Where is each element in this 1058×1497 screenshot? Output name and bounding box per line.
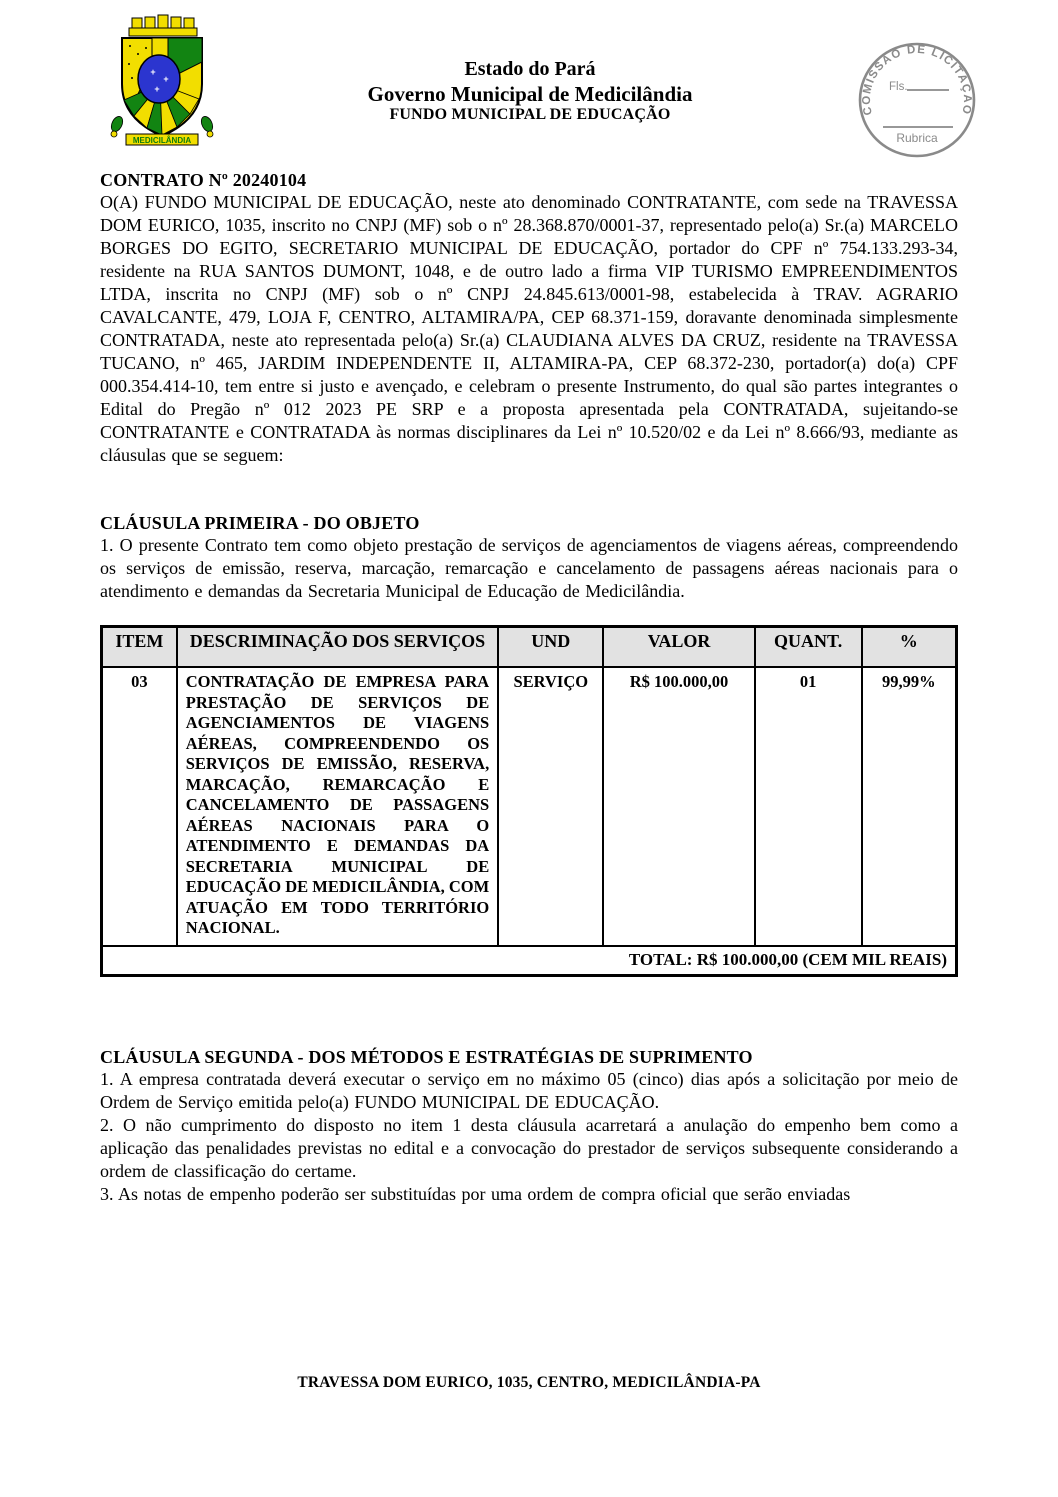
table-header-quant: QUANT. — [755, 627, 862, 668]
table-header-row — [102, 627, 957, 668]
services-table — [100, 625, 958, 977]
cell-quant: 01 — [755, 667, 862, 946]
document-body — [100, 170, 958, 1206]
footer-address: TRAVESSA DOM EURICO, 1035, CENTRO, MEDICILÂNDIA-PA — [297, 1374, 761, 1391]
cell-und: SERVIÇO — [498, 667, 603, 946]
stamp-fls-label: Fls. — [889, 81, 908, 93]
stamp-rubrica-label: Rubrica — [896, 131, 938, 145]
table-header-valor: VALOR — [603, 627, 754, 668]
svg-text:+: + — [163, 74, 169, 84]
clause2-paragraph-1: 1. A empresa contratada deverá executar o serviço em no máximo 05 (cinco) dias após a solicitação por meio de Ordem de Serviço emitida pelo(a) FUNDO MUNICIPAL DE EDUCAÇÃO. — [100, 1068, 958, 1112]
svg-text:+: + — [150, 67, 156, 77]
cell-item: 03 — [102, 667, 177, 946]
clause1-paragraph: 1. O presente Contrato tem como objeto prestação de serviços de agenciamentos de viagens aéreas, compreendendo os serviços de emissão, reserva, marcação, remarcação e cancelamento de passagens aéreas nacionais para o atendimento e demandas da Secretaria Municipal de Educação de Medicilândia. — [100, 535, 958, 601]
intro-paragraph: O(A) FUNDO MUNICIPAL DE EDUCAÇÃO, neste ato denominado CONTRATANTE, com sede na TRAVESSA DOM EURICO, 1035, inscrito no CNPJ (MF) sob o nº 28.368.870/0001-37, representado pelo(a) Sr.(a) MARCELO BORGES DO EGITO, SECRETARIO MUNICIPAL DE EDUCAÇÃO, portador do CPF nº 754.133.293-34, residente na RUA SANTOS DUMONT, 1048, e de outro lado a firma VIP TURISMO EMPREENDIMENTOS LTDA, inscrita no CNPJ (MF) sob o nº CNPJ 24.845.613/0001-98, estabelecida à TRAV. AGRARIO CAVALCANTE, 479, LOJA F, CENTRO, ALTAMIRA/PA, CEP 68.371-159, doravante denominada simplesmente CONTRATADA, neste ato representada pelo(a) Sr.(a) CLAUDIANA ALVES DA CRUZ, residente na TRAVESSA TUCANO, nº 465, JARDIM INDEPENDENTE II, ALTAMIRA-PA, CEP 68.372-230, portador(a) do(a) CPF 000.354.414-10, tem entre si justo e avençado, e celebram o presente Instrumento, do qual são partes integrantes o Edital do Pregão nº 012 2023 PE SRP e a proposta apresentada pela CONTRATADA, sujeitando-se CONTRATANTE e CONTRATADA às normas disciplinares da Lei nº 10.520/02 e da Lei nº 8.666/93, mediante as cláusulas que se seguem: — [100, 192, 958, 465]
cell-descricao: CONTRATAÇÃO DE EMPRESA PARA PRESTAÇÃO DE SERVIÇOS DE AGENCIAMENTOS DE VIAGENS AÉREAS, COMPREENDENDO OS SERVIÇOS DE EMISSÃO, RESERVA, MARCAÇÃO, REMARCAÇÃO E CANCELAMENTO DE PASSAGENS AÉREAS NACIONAIS PARA O ATENDIMENTO E DEMANDAS DA SECRETARIA MUNICIPAL DE EDUCAÇÃO DE MEDICILÂNDIA, COM ATUAÇÃO EM TODO TERRITÓRIO NACIONAL. — [177, 667, 498, 946]
municipal-crest-icon — [102, 14, 222, 148]
letterhead-government: Governo Municipal de Medicilândia — [367, 81, 693, 106]
clause1-heading: CLÁUSULA PRIMEIRA - DO OBJETO — [100, 513, 420, 533]
table-total-row — [102, 946, 957, 976]
table-header-item: ITEM — [102, 627, 177, 668]
letterhead-fund: FUNDO MUNICIPAL DE EDUCAÇÃO — [389, 106, 671, 124]
licitacao-stamp-icon — [856, 40, 978, 160]
letterhead-state: Estado do Pará — [464, 58, 596, 80]
table-row — [102, 667, 957, 946]
table-total-value: TOTAL: R$ 100.000,00 (CEM MIL REAIS) — [102, 946, 957, 976]
crest-banner-label: MEDICILÂNDIA — [132, 136, 192, 145]
cell-valor: R$ 100.000,00 — [603, 667, 754, 946]
svg-text:+: + — [154, 84, 160, 94]
table-header-percent: % — [862, 627, 957, 668]
table-header-descricao: DESCRIMINAÇÃO DOS SERVIÇOS — [177, 627, 498, 668]
stamp-arc-label: COMISSÃO DE LICITAÇÃO — [860, 43, 974, 117]
table-header-und: UND — [498, 627, 603, 668]
clause2-heading: CLÁUSULA SEGUNDA - DOS MÉTODOS E ESTRATÉGIAS DE SUPRIMENTO — [100, 1046, 753, 1067]
clause2-paragraph-3: 3. As notas de empenho poderão ser substituídas por uma ordem de compra oficial que serão enviadas — [100, 1183, 851, 1204]
contract-title: CONTRATO Nº 20240104 — [100, 170, 307, 190]
clause2-paragraph-2: 2. O não cumprimento do disposto no item 1 desta cláusula acarretará a anulação do empenho bem como a aplicação das penalidades previstas no edital e a convocação do prestador de serviços subsequente considerando a ordem de classificação do certame. — [100, 1114, 958, 1181]
svg-text:COMISSÃO DE LICITAÇÃO — [861, 44, 974, 116]
letterhead — [240, 58, 820, 125]
cell-percent: 99,99% — [862, 667, 957, 946]
